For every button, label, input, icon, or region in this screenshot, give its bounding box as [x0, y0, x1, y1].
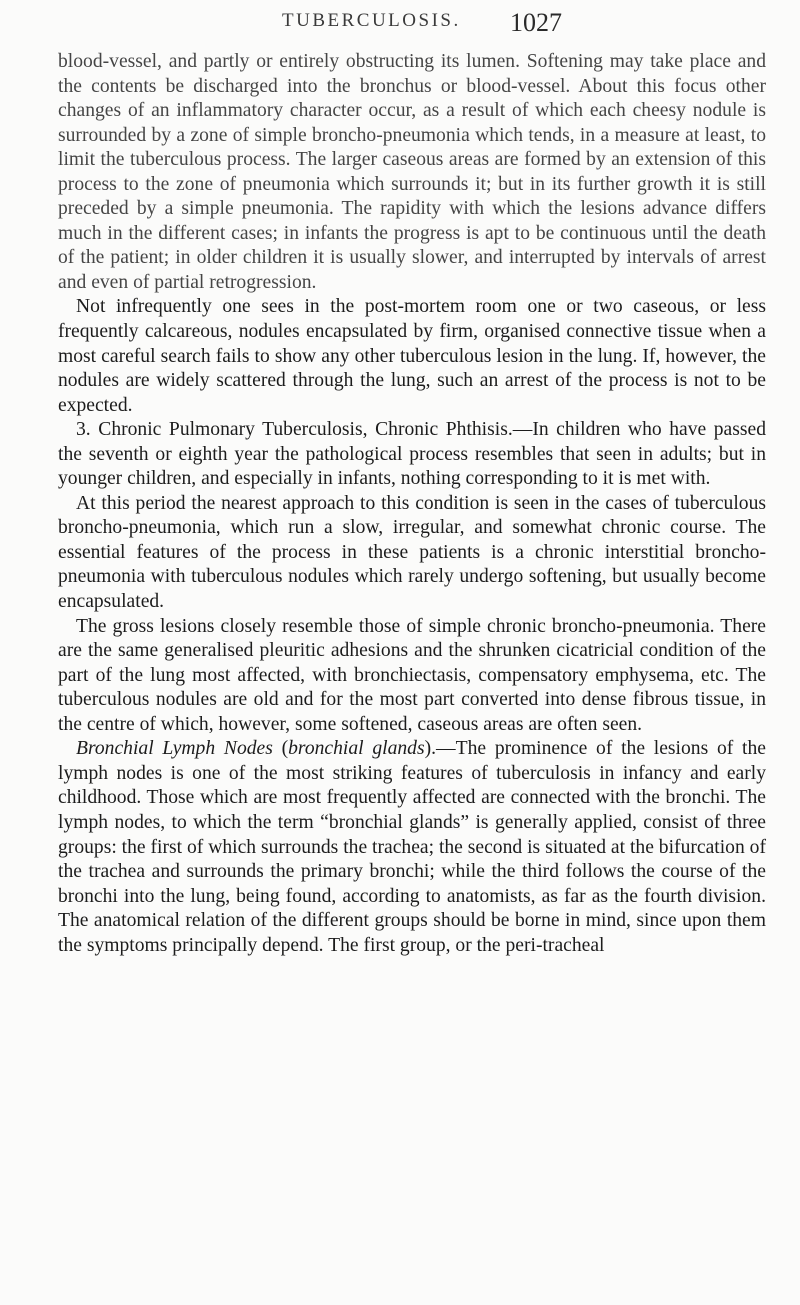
section-heading-bronchial-lymph-nodes: Bronchial Lymph Nodes — [76, 738, 273, 760]
page-number: 1027 — [510, 8, 562, 37]
running-head — [0, 8, 800, 44]
body-text — [58, 50, 766, 958]
section-subheading-bronchial-glands: bronchial glands — [288, 738, 425, 760]
heading-close-paren: ). — [424, 738, 437, 760]
paragraph-chronic-phthisis: 3. Chronic Pulmonary Tuberculosis, Chronic Phthisis.—In children who have passed the seventh or eighth year the pathological process resembles that seen in adults; but in younger children, and especially in infants, nothing corresponding to it is met with. — [58, 419, 766, 490]
paragraph-nearest-approach: At this period the nearest approach to this condition is seen in the cases of tuberculous broncho-pneumonia, which run a slow, irregular, and somewhat chronic course. The essential features of the process in these patients is a chronic interstitial broncho-pneumonia with tuberculous nodules which rarely undergo softening, but usually become encapsulated. — [58, 492, 766, 613]
heading-open-paren: ( — [272, 738, 289, 760]
paragraph-gross-lesions: The gross lesions closely resemble those of simple chronic broncho-pneumonia. There are the same generalised pleuritic adhesions and the shrunken cicatricial condition of the part of the lung most affected, with bronchiectasis, compensatory emphysema, etc. The tuberculous nodules are old and for the most part converted into dense fibrous tissue, in the centre of which, however, some softened, caseous areas are often seen. — [58, 615, 766, 735]
running-title: TUBERCULOSIS. — [282, 10, 461, 31]
bronchial-lymph-nodes-text: —The prominence of the lesions of the lymph nodes is one of the most striking features of tuberculosis in infancy and early childhood. Those which are most frequently affected are connected with the bronchi. The lymph nodes, to which the term “bronchial glands” is generally applied, consist of three groups: the first of which surrounds the trachea; the second is situated at the bifurcation of the trachea and surrounds the primary bronchi; while the third follows the course of the bronchi into the lung, being found, according to anatomists, as far as the fourth division. The anatomical relation of the different groups should be borne in mind, since upon them the symptoms principally depend. The first group, or the peri-tracheal — [58, 738, 766, 956]
paragraph-bronchial-lymph-nodes — [58, 737, 766, 958]
paragraph-encapsulated-nodules: Not infrequently one sees in the post-mortem room one or two caseous, or less frequently calcareous, nodules encapsulated by firm, organised connective tissue when a most careful search fails to show any other tuberculous lesion in the lung. If, however, the nodules are widely scattered through the lung, such an arrest of the process is not to be expected. — [58, 296, 766, 416]
paragraph-tuberculous-focus: blood-vessel, and partly or entirely obstructing its lumen. Softening may take place and the contents be discharged into the bronchus or blood-vessel. About this focus other changes of an inflammatory character occur, as a result of which each cheesy nodule is surrounded by a zone of simple broncho-pneumonia which tends, in a measure at least, to limit the tuberculous process. The larger caseous areas are formed by an extension of this process to the zone of pneumonia which surrounds it; but in its further growth it is still preceded by a simple pneumonia. The rapidity with which the lesions advance differs much in the different cases; in infants the progress is apt to be continuous until the death of the patient; in older children it is usually slower, and interrupted by intervals of arrest and even of partial retrogression. — [58, 51, 766, 293]
